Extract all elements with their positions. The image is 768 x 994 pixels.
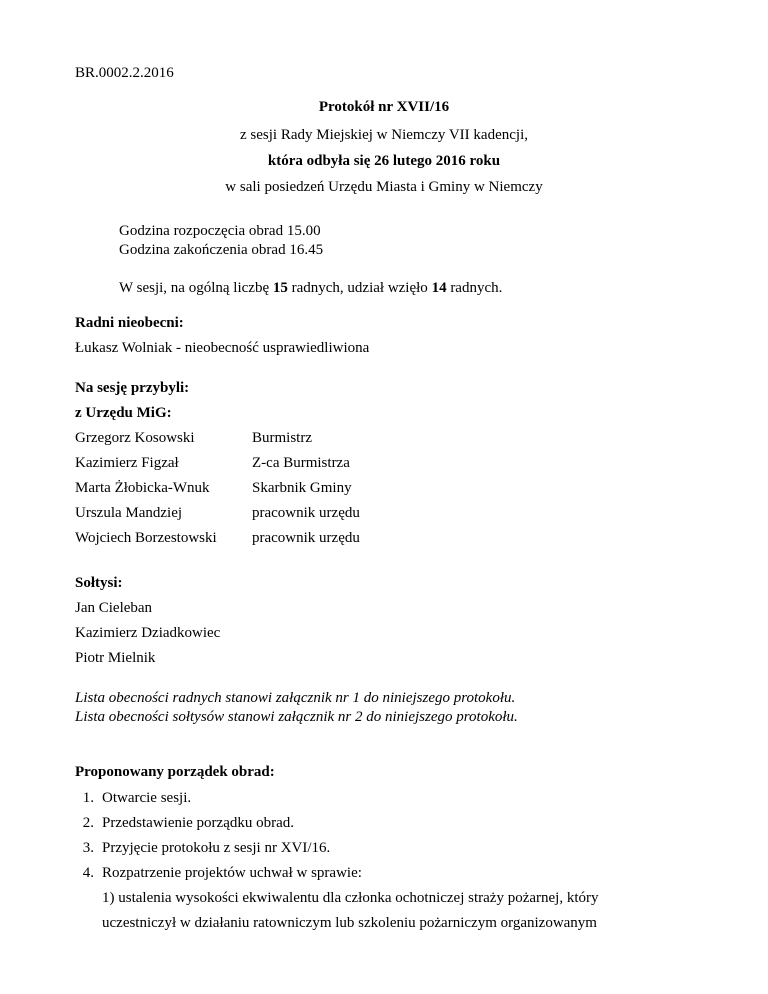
person-name: Marta Żłobicka-Wnuk <box>75 480 210 496</box>
absent-entry: Łukasz Wolniak - nieobecność usprawiedliwiona <box>75 340 370 356</box>
agenda-item-text: Rozpatrzenie projektów uchwał w sprawie: <box>102 865 362 881</box>
document-reference: BR.0002.2.2016 <box>75 65 174 81</box>
person-role: Z-ca Burmistrza <box>252 455 350 471</box>
office-subheading: z Urzędu MiG: <box>75 405 172 421</box>
agenda-item <box>72 789 191 807</box>
attendance-note: Lista obecności sołtysów stanowi załącznik nr 2 do niniejszego protokołu. <box>75 709 518 725</box>
agenda-subitem-line: uczestniczył w działaniu ratowniczym lub szkoleniu pożarniczym organizowanym <box>102 915 597 931</box>
agenda-item <box>72 864 362 882</box>
attendance-total: 15 <box>272 280 288 296</box>
attendance-suffix: radnych. <box>446 280 503 296</box>
agenda-item-text: Przyjęcie protokołu z sesji nr XVI/16. <box>102 840 331 856</box>
start-time: Godzina rozpoczęcia obrad 15.00 <box>119 223 321 239</box>
protocol-title: Protokół nr XVII/16 <box>318 99 450 115</box>
session-subtitle: z sesji Rady Miejskiej w Niemczy VII kadencji, <box>240 127 528 143</box>
agenda-item-number: 4. <box>82 865 94 881</box>
person-name: Grzegorz Kosowski <box>75 430 195 446</box>
agenda-item-number: 2. <box>82 815 94 831</box>
attendance-note: Lista obecności radnych stanowi załącznik nr 1 do niniejszego protokołu. <box>75 690 516 706</box>
soltys-name: Kazimierz Dziadkowiec <box>75 625 221 641</box>
soltysi-heading: Sołtysi: <box>75 575 123 591</box>
attendance-summary <box>119 279 502 297</box>
agenda-item <box>72 814 294 832</box>
session-location: w sali posiedzeń Urzędu Miasta i Gminy w Niemczy <box>225 179 543 195</box>
agenda-item <box>72 839 330 857</box>
arrived-heading: Na sesję przybyli: <box>75 380 190 396</box>
end-time: Godzina zakończenia obrad 16.45 <box>119 242 324 258</box>
soltys-name: Jan Cieleban <box>75 600 153 616</box>
agenda-subitem-line: 1) ustalenia wysokości ekwiwalentu dla członka ochotniczej straży pożarnej, który <box>102 890 599 906</box>
person-row <box>75 529 360 547</box>
person-name: Urszula Mandziej <box>75 505 183 521</box>
attendance-prefix: W sesji, na ogólną liczbę <box>119 280 273 296</box>
attendance-present: 14 <box>431 280 447 296</box>
person-role: pracownik urzędu <box>252 505 360 521</box>
person-row <box>75 429 312 447</box>
agenda-item-text: Przedstawienie porządku obrad. <box>102 815 295 831</box>
absent-heading: Radni nieobecni: <box>75 315 184 331</box>
person-row <box>75 454 350 472</box>
attendance-middle: radnych, udział wzięło <box>287 280 432 296</box>
person-role: Skarbnik Gminy <box>252 480 352 496</box>
soltys-name: Piotr Mielnik <box>75 650 156 666</box>
person-role: Burmistrz <box>252 430 312 446</box>
person-row <box>75 504 360 522</box>
agenda-item-number: 1. <box>82 790 94 806</box>
person-name: Wojciech Borzestowski <box>75 530 217 546</box>
agenda-item-text: Otwarcie sesji. <box>102 790 192 806</box>
person-row <box>75 479 352 497</box>
person-role: pracownik urzędu <box>252 530 360 546</box>
person-name: Kazimierz Figzał <box>75 455 179 471</box>
agenda-heading: Proponowany porządek obrad: <box>75 764 275 780</box>
session-date: która odbyła się 26 lutego 2016 roku <box>267 153 501 169</box>
agenda-item-number: 3. <box>82 840 94 856</box>
